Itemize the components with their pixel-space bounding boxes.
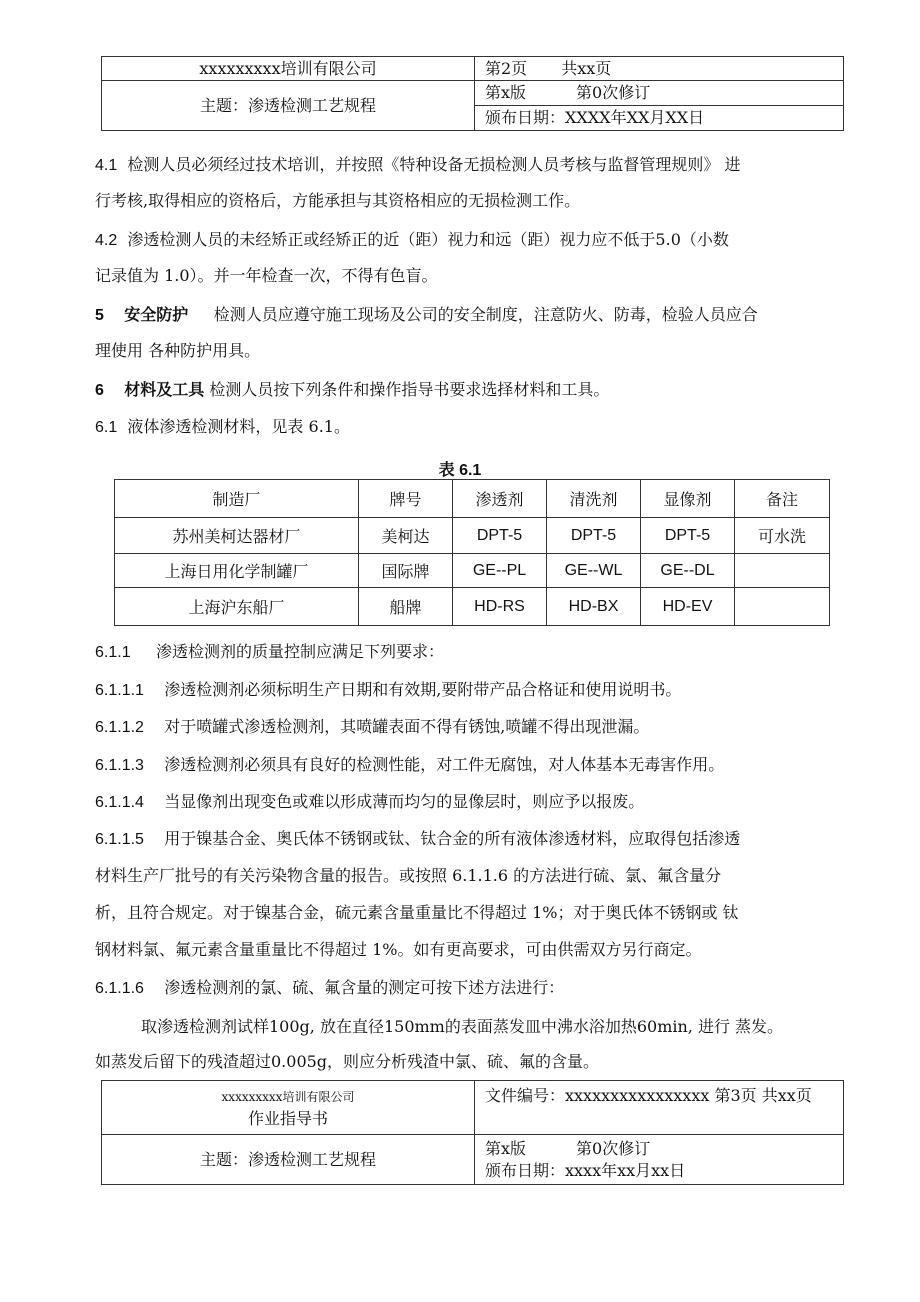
para-4-2-line-2: 记录值为 1.0）。并一年检查一次，不得有色盲。 [95,266,438,285]
footer-edition-cell [475,1135,844,1185]
table-cell [735,554,830,588]
para-6-1-1-4: 6.1.1.4 当显像剂出现变色或难以形成薄而均匀的显像层时，则应予以报废。 [95,792,645,811]
table-cell: GE--WL [547,554,641,588]
table-cell: DPT-5 [641,518,735,554]
header-bottom [101,1080,844,1185]
para-6-1-1-5-line-1: 6.1.1.5 用于镍基合金、奥氏体不锈钢或钛、钛合金的所有液体渗透材料，应取得包括渗透 [95,829,741,848]
header-company: xxxxxxxxx培训有限公司 [102,57,475,81]
th-brand: 牌号 [359,480,453,518]
para-6-1-1-2: 6.1.1.2 对于喷罐式渗透检测剂，其喷罐表面不得有锈蚀,喷罐不得出现泄漏。 [95,717,650,736]
table-cell: GE--PL [453,554,547,588]
table-cell: HD-EV [641,588,735,626]
table-row [115,588,830,626]
table-cell [735,588,830,626]
para-6-1-1-5-line-4: 钢材料氯、氟元素含量重量比不得超过 1%。如有更高要求，可由供需双方另行商定。 [95,940,702,959]
footer-subject: 主题：渗透检测工艺规程 [102,1135,475,1185]
para-6-1-1-5-line-3: 析，且符合规定。对于镍基合金，硫元素含量重量比不得超过 1%；对于奥氏体不锈钢或 钛 [95,903,739,922]
table-cell: HD-RS [453,588,547,626]
para-6-1-1: 6.1.1 渗透检测剂的质量控制应满足下列要求： [95,642,445,661]
para-4-1-line-2: 行考核,取得相应的资格后，方能承担与其资格相应的无损检测工作。 [95,191,581,210]
para-6-1-1-6-line-2: 如蒸发后留下的残渣超过0.005g，则应分析残渣中氯、硫、氟的含量。 [95,1052,600,1071]
table-caption: 表 6.1 [438,462,482,479]
header-top [101,56,844,131]
footer-file-no: 文件编号：xxxxxxxxxxxxxxxx 第3页 共xx页 [475,1081,844,1135]
section-6: 6 材料及工具 检测人员按下列条件和操作指导书要求选择材料和工具。 [95,380,610,399]
para-6-1-1-5-line-2: 材料生产厂批号的有关污染物含量的报告。或按照 6.1.1.6 的方法进行硫、氯、氟含量分 [95,866,722,885]
header-edition: 第x版 第0次修订 [475,81,844,106]
table-cell: 上海沪东船厂 [115,588,359,626]
footer-company-cell [102,1081,475,1135]
table-row [115,518,830,554]
table-cell: DPT-5 [453,518,547,554]
table-cell: GE--DL [641,554,735,588]
table-cell: 苏州美柯达器材厂 [115,518,359,554]
table-cell: 国际牌 [359,554,453,588]
section-5-line-2: 理使用 各种防护用具。 [95,341,261,360]
para-4-2-line-1: 4.2 渗透检测人员的未经矫正或经矫正的近（距）视力和远（距）视力应不低于5.0（小数 [95,230,729,249]
header-page-info: 第2页 共xx页 [475,57,844,81]
footer-issue-date: 颁布日期：xxxx年xx月xx日 [485,1160,686,1180]
header-issue-date: 颁布日期：XXXX年XX月XX日 [475,106,844,131]
th-developer: 显像剂 [641,480,735,518]
th-remarks: 备注 [735,480,830,518]
table-cell: 上海日用化学制罐厂 [115,554,359,588]
materials-table [114,479,830,626]
table-cell: DPT-5 [547,518,641,554]
table-row [115,554,830,588]
table-header-row [115,480,830,518]
table-cell: HD-BX [547,588,641,626]
section-5-title: 安全防护 [124,305,189,324]
para-6-1-1-6: 6.1.1.6 渗透检测剂的氯、硫、氟含量的测定可按下述方法进行： [95,978,565,997]
footer-doc-title: 作业指导书 [247,1108,328,1128]
th-cleaner: 清洗剂 [547,480,641,518]
para-6-1-1-1: 6.1.1.1 渗透检测剂必须标明生产日期和有效期,要附带产品合格证和使用说明书。 [95,680,682,699]
para-6-1-1-6-line-1: 取渗透检测剂试样100g, 放在直径150mm的表面蒸发皿中沸水浴加热60min, 进行 蒸发。 [141,1017,784,1036]
table-cell: 可水洗 [735,518,830,554]
th-penetrant: 渗透剂 [453,480,547,518]
header-subject: 主题：渗透检测工艺规程 [102,81,475,131]
table-cell: 美柯达 [359,518,453,554]
footer-company: xxxxxxxxx培训有限公司 [221,1089,355,1104]
footer-edition: 第x版 第0次修订 [485,1138,651,1158]
table-cell: 船牌 [359,588,453,626]
para-4-1-line-1: 4.1 检测人员必须经过技术培训，并按照《特种设备无损检测人员考核与监督管理规则》 进 [95,155,741,174]
section-6-title: 材料及工具 [124,380,205,399]
para-6-1-1-3: 6.1.1.3 渗透检测剂必须具有良好的检测性能，对工件无腐蚀，对人体基本无毒害作用。 [95,755,725,774]
para-6-1: 6.1 液体渗透检测材料，见表 6.1。 [95,417,350,436]
th-manufacturer: 制造厂 [115,480,359,518]
section-5-line-1: 5 安全防护 检测人员应遵守施工现场及公司的安全制度，注意防火、防毒，检验人员应合 [95,305,758,324]
